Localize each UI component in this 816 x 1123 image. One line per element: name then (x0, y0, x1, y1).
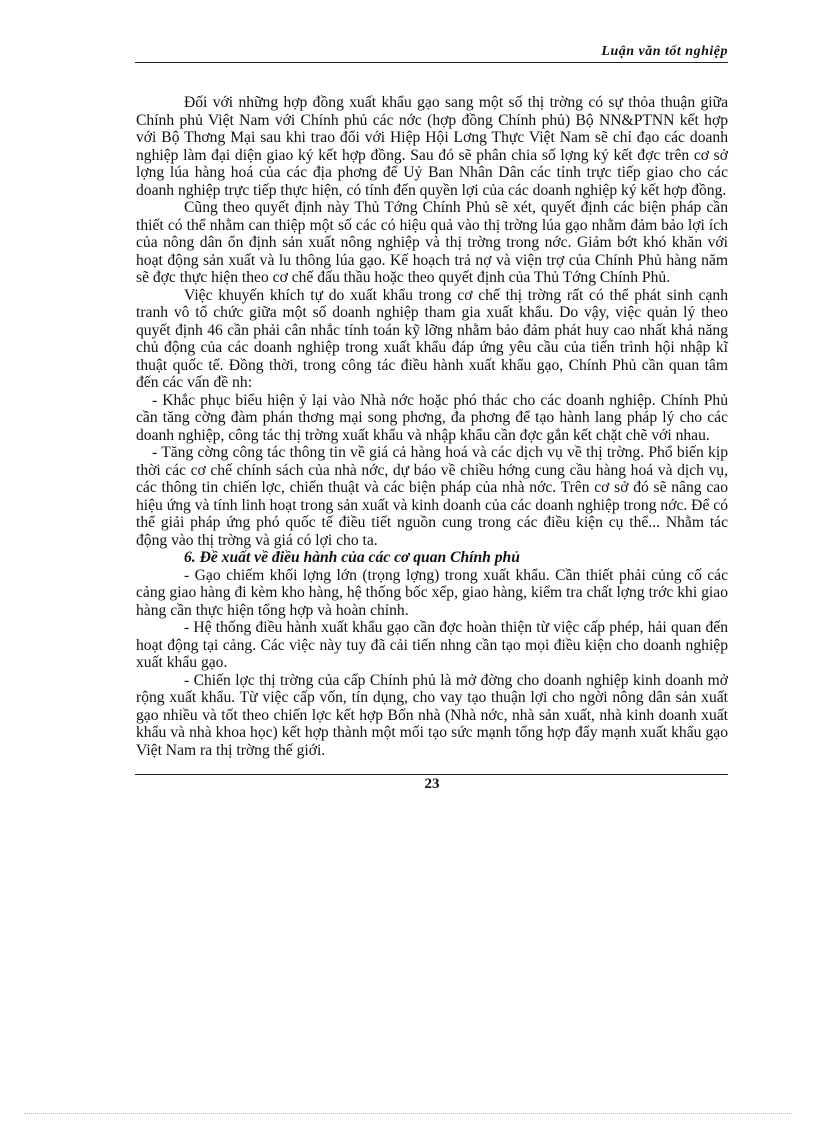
paragraph-4: - Gạo chiếm khối lợng lớn (trọng lợng) trong xuất khẩu. Cần thiết phải củng cố các cảng giao hàng đi kèm kho hàng, hệ thống bốc xếp, giao hàng, kiểm tra chất lợng trớc khi giao hàng cần thực hiện tổng hợp và hoàn chỉnh. (136, 566, 728, 619)
paragraph-2: Cũng theo quyết định này Thủ Tớng Chính Phủ sẽ xét, quyết định các biện pháp cần thiết có thể nhằm can thiệp một số các có hiệu quả vào thị trờng lúa gạo nhằm đảm bảo lợi ích của nông dân ổn định sản xuất nông nghiệp và thị trờng trong nớc. Giảm bớt khó khăn với hoạt động sản xuất và lu thông lúa gạo. Kế hoạch trả nợ và viện trợ của Chính Phủ hàng năm sẽ đợc thực hiện theo cơ chế đấu thầu hoặc theo quyết định của Thủ Tớng Chính Phủ. (136, 199, 728, 286)
header-divider (135, 62, 728, 63)
header-title: Luận văn tốt nghiệp (601, 44, 728, 59)
paragraph-3: Việc khuyến khích tự do xuất khẩu trong cơ chế thị trờng rất có thể phát sinh cạnh tranh vô tổ chức giữa một số doanh nghiệp tham gia xuất khẩu. Do vậy, việc quản lý theo quyết định 46 cần phải cân nhắc tính toán kỹ lỡng nhằm bảo đảm phát huy cao nhất khả năng chủ động của các doanh nghiệp trong xuất khẩu đáp ứng yêu cầu của tiến trình hội nhập kĩ thuật quốc tế. Đồng thời, trong công tác điều hành xuất khẩu gạo, Chính Phủ cần quan tâm đến các vấn đề nh: (136, 286, 728, 391)
paragraph-5: - Hệ thống điều hành xuất khẩu gạo cần đợc hoàn thiện từ việc cấp phép, hải quan đến hoạt động tại cảng. Các việc này tuy đã cải tiến nhng cần tạo mọi điều kiện cho doanh nghiệp xuất khẩu gạo. (136, 619, 728, 671)
paragraph-1: Đối với những hợp đồng xuất khẩu gạo sang một số thị trờng có sự thỏa thuận giữa Chính phủ Việt Nam với Chính phủ các nớc (hợp đồng Chính phủ) Bộ NN&PTNN kết hợp với Bộ Thơng Mại sau khi trao đổi với Hiệp Hội Lơng Thực Việt Nam sẽ chỉ đạo các doanh nghiệp làm đại diện giao ký kết hợp đồng. Sau đó sẽ phân chia số lợng ký kết đợc trên cơ sở lợng lúa hàng hoá của các địa phơng để Uỷ Ban Nhân Dân các tỉnh trực tiếp giao cho các doanh nghiệp trực tiếp thực hiện, có tính đến quyền lợi của các doanh nghiệp ký kết hợp đồng. (136, 94, 728, 199)
document-body (136, 94, 728, 759)
page-bottom-border (24, 1113, 792, 1114)
paragraph-6: - Chiến lợc thị trờng của cấp Chính phủ là mở đờng cho doanh nghiệp kinh doanh mở rộng xuất khẩu. Từ việc cấp vốn, tín dụng, cho vay tạo thuận lợi cho ngời nông dân sản xuất gạo nhiều và tốt theo chiến lợc kết hợp Bốn nhà (Nhà nớc, nhà sản xuất, nhà kinh doanh xuất khẩu và nhà khoa học) kết hợp thành một mối tạo sức mạnh tổng hợp đẩy mạnh xuất khẩu gạo Việt Nam ra thị trờng thế giới. (136, 671, 728, 759)
section-heading: 6. Đề xuất về điều hành của các cơ quan Chính phủ (184, 549, 520, 566)
footer-divider (135, 774, 728, 775)
bullet-item-1: - Khắc phục biểu hiện ỷ lại vào Nhà nớc hoặc phó thác cho các doanh nghiệp. Chính Phủ cần tăng cờng đàm phán thơng mại song phơng, đa phơng để tạo hành lang pháp lý cho các doanh nghiệp, công tác thị trờng xuất khẩu và nhập khẩu cần đợc gắn kết chặt chẽ với nhau. (136, 391, 728, 444)
page-number: 23 (424, 776, 440, 792)
bullet-item-2: - Tăng cờng công tác thông tin về giá cả hàng hoá và các dịch vụ về thị trờng. Phổ biến kịp thời các cơ chế chính sách của nhà nớc, dự báo về chiều hớng cung cầu hàng hoá và dịch vụ, các thông tin chiến lợc, chiến thuật và các biện pháp của nhà nớc. Trên cơ sở đó sẽ nâng cao hiệu ứng và tính linh hoạt trong sản xuất và kinh doanh của các doanh nghiệp trong nớc. Để có thể giải pháp ứng phó quốc tế điều tiết nguồn cung trong các điều kiện cụ thể... Nhằm tác động vào thị trờng và giá có lợi cho ta. (136, 444, 728, 549)
